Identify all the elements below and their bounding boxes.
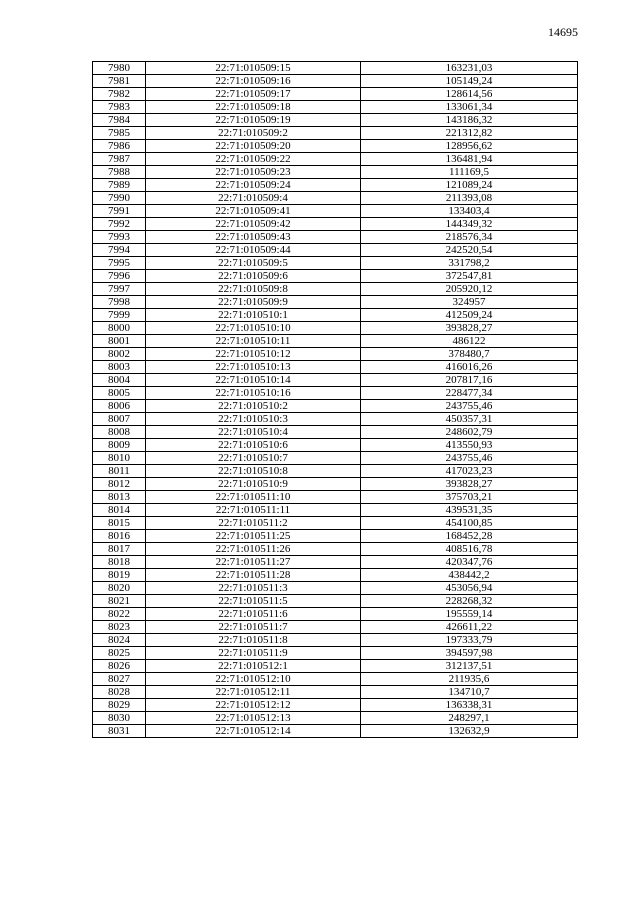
cadastral-number-cell: 22:71:010509:4 — [146, 192, 361, 205]
value-cell: 144349,32 — [361, 218, 578, 231]
row-number-cell: 8002 — [93, 348, 146, 361]
table-row — [93, 296, 578, 309]
value-cell: 408516,78 — [361, 543, 578, 556]
row-number-cell: 8005 — [93, 387, 146, 400]
cadastral-number-cell: 22:71:010509:22 — [146, 153, 361, 166]
table-row — [93, 335, 578, 348]
row-number-cell: 8023 — [93, 621, 146, 634]
row-number-cell: 7991 — [93, 205, 146, 218]
table-row — [93, 595, 578, 608]
value-cell: 312137,51 — [361, 660, 578, 673]
table-row — [93, 465, 578, 478]
row-number-cell: 8027 — [93, 673, 146, 686]
cadastral-number-cell: 22:71:010511:3 — [146, 582, 361, 595]
table-row — [93, 88, 578, 101]
row-number-cell: 8029 — [93, 699, 146, 712]
table-row — [93, 101, 578, 114]
table-row — [93, 608, 578, 621]
row-number-cell: 8014 — [93, 504, 146, 517]
row-number-cell: 7993 — [93, 231, 146, 244]
table-row — [93, 179, 578, 192]
table-row — [93, 140, 578, 153]
cadastral-number-cell: 22:71:010509:20 — [146, 140, 361, 153]
table-row — [93, 153, 578, 166]
cadastral-number-cell: 22:71:010511:11 — [146, 504, 361, 517]
table-row — [93, 387, 578, 400]
cadastral-number-cell: 22:71:010511:9 — [146, 647, 361, 660]
cadastral-number-cell: 22:71:010511:2 — [146, 517, 361, 530]
cadastral-number-cell: 22:71:010510:1 — [146, 309, 361, 322]
value-cell: 438442,2 — [361, 569, 578, 582]
row-number-cell: 8028 — [93, 686, 146, 699]
table-row — [93, 361, 578, 374]
value-cell: 412509,24 — [361, 309, 578, 322]
row-number-cell: 7999 — [93, 309, 146, 322]
cadastral-number-cell: 22:71:010511:5 — [146, 595, 361, 608]
table-row — [93, 569, 578, 582]
value-cell: 111169,5 — [361, 166, 578, 179]
table-row — [93, 348, 578, 361]
cadastral-number-cell: 22:71:010511:6 — [146, 608, 361, 621]
row-number-cell: 7998 — [93, 296, 146, 309]
cadastral-number-cell: 22:71:010512:13 — [146, 712, 361, 725]
value-cell: 143186,32 — [361, 114, 578, 127]
table-row — [93, 413, 578, 426]
cadastral-number-cell: 22:71:010510:9 — [146, 478, 361, 491]
table-row — [93, 218, 578, 231]
value-cell: 133061,34 — [361, 101, 578, 114]
value-cell: 221312,82 — [361, 127, 578, 140]
cadastral-number-cell: 22:71:010509:5 — [146, 257, 361, 270]
row-number-cell: 8000 — [93, 322, 146, 335]
table-row — [93, 231, 578, 244]
value-cell: 453056,94 — [361, 582, 578, 595]
row-number-cell: 8022 — [93, 608, 146, 621]
value-cell: 211935,6 — [361, 673, 578, 686]
table-row — [93, 192, 578, 205]
value-cell: 121089,24 — [361, 179, 578, 192]
table-row — [93, 166, 578, 179]
table-row — [93, 647, 578, 660]
value-cell: 378480,7 — [361, 348, 578, 361]
value-cell: 417023,23 — [361, 465, 578, 478]
row-number-cell: 8007 — [93, 413, 146, 426]
cadastral-number-cell: 22:71:010511:27 — [146, 556, 361, 569]
value-cell: 243755,46 — [361, 400, 578, 413]
table-row — [93, 582, 578, 595]
cadastral-number-cell: 22:71:010509:19 — [146, 114, 361, 127]
value-cell: 134710,7 — [361, 686, 578, 699]
value-cell: 450357,31 — [361, 413, 578, 426]
value-cell: 132632,9 — [361, 725, 578, 738]
cadastral-number-cell: 22:71:010509:9 — [146, 296, 361, 309]
value-cell: 207817,16 — [361, 374, 578, 387]
table-row — [93, 283, 578, 296]
row-number-cell: 7987 — [93, 153, 146, 166]
table-row — [93, 686, 578, 699]
cadastral-number-cell: 22:71:010510:13 — [146, 361, 361, 374]
table-row — [93, 127, 578, 140]
row-number-cell: 7995 — [93, 257, 146, 270]
value-cell: 393828,27 — [361, 322, 578, 335]
value-cell: 393828,27 — [361, 478, 578, 491]
table-row — [93, 478, 578, 491]
value-cell: 248297,1 — [361, 712, 578, 725]
row-number-cell: 7986 — [93, 140, 146, 153]
table-row — [93, 556, 578, 569]
table-row — [93, 400, 578, 413]
row-number-cell: 8003 — [93, 361, 146, 374]
cadastral-number-cell: 22:71:010510:4 — [146, 426, 361, 439]
row-number-cell: 7982 — [93, 88, 146, 101]
table-row — [93, 673, 578, 686]
cadastral-number-cell: 22:71:010512:11 — [146, 686, 361, 699]
table-row — [93, 439, 578, 452]
value-cell: 394597,98 — [361, 647, 578, 660]
value-cell: 242520,54 — [361, 244, 578, 257]
row-number-cell: 8021 — [93, 595, 146, 608]
table-row — [93, 660, 578, 673]
table-row — [93, 712, 578, 725]
row-number-cell: 8016 — [93, 530, 146, 543]
row-number-cell: 8019 — [93, 569, 146, 582]
value-cell: 372547,81 — [361, 270, 578, 283]
row-number-cell: 8010 — [93, 452, 146, 465]
row-number-cell: 8011 — [93, 465, 146, 478]
row-number-cell: 8025 — [93, 647, 146, 660]
value-cell: 133403,4 — [361, 205, 578, 218]
cadastral-number-cell: 22:71:010509:42 — [146, 218, 361, 231]
table-row — [93, 75, 578, 88]
value-cell: 413550,93 — [361, 439, 578, 452]
cadastral-number-cell: 22:71:010511:25 — [146, 530, 361, 543]
cadastral-number-cell: 22:71:010510:3 — [146, 413, 361, 426]
row-number-cell: 8001 — [93, 335, 146, 348]
cadastral-number-cell: 22:71:010512:10 — [146, 673, 361, 686]
table-row — [93, 244, 578, 257]
value-cell: 197333,79 — [361, 634, 578, 647]
cadastral-number-cell: 22:71:010512:12 — [146, 699, 361, 712]
cadastral-number-cell: 22:71:010511:7 — [146, 621, 361, 634]
row-number-cell: 8030 — [93, 712, 146, 725]
row-number-cell: 8026 — [93, 660, 146, 673]
cadastral-number-cell: 22:71:010510:2 — [146, 400, 361, 413]
row-number-cell: 7985 — [93, 127, 146, 140]
cadastral-number-cell: 22:71:010510:10 — [146, 322, 361, 335]
table-row — [93, 725, 578, 738]
value-cell: 420347,76 — [361, 556, 578, 569]
row-number-cell: 8017 — [93, 543, 146, 556]
cadastral-number-cell: 22:71:010509:6 — [146, 270, 361, 283]
row-number-cell: 7984 — [93, 114, 146, 127]
cadastral-number-cell: 22:71:010510:6 — [146, 439, 361, 452]
value-cell: 205920,12 — [361, 283, 578, 296]
value-cell: 486122 — [361, 335, 578, 348]
value-cell: 195559,14 — [361, 608, 578, 621]
value-cell: 228268,32 — [361, 595, 578, 608]
cadastral-number-cell: 22:71:010511:8 — [146, 634, 361, 647]
table-row — [93, 517, 578, 530]
value-cell: 128956,62 — [361, 140, 578, 153]
row-number-cell: 7989 — [93, 179, 146, 192]
value-cell: 324957 — [361, 296, 578, 309]
value-cell: 168452,28 — [361, 530, 578, 543]
cadastral-number-cell: 22:71:010509:43 — [146, 231, 361, 244]
value-cell: 439531,35 — [361, 504, 578, 517]
cadastral-number-cell: 22:71:010510:12 — [146, 348, 361, 361]
cadastral-number-cell: 22:71:010509:16 — [146, 75, 361, 88]
cadastral-number-cell: 22:71:010509:41 — [146, 205, 361, 218]
cadastral-number-cell: 22:71:010509:2 — [146, 127, 361, 140]
cadastral-number-cell: 22:71:010509:24 — [146, 179, 361, 192]
value-cell: 211393,08 — [361, 192, 578, 205]
table-row — [93, 634, 578, 647]
cadastral-number-cell: 22:71:010509:17 — [146, 88, 361, 101]
table-row — [93, 257, 578, 270]
row-number-cell: 7988 — [93, 166, 146, 179]
row-number-cell: 7980 — [93, 62, 146, 75]
value-cell: 218576,34 — [361, 231, 578, 244]
table-body — [93, 62, 578, 738]
cadastral-number-cell: 22:71:010510:8 — [146, 465, 361, 478]
row-number-cell: 8013 — [93, 491, 146, 504]
table-row — [93, 205, 578, 218]
value-cell: 248602,79 — [361, 426, 578, 439]
cadastral-number-cell: 22:71:010511:26 — [146, 543, 361, 556]
row-number-cell: 7992 — [93, 218, 146, 231]
row-number-cell: 8006 — [93, 400, 146, 413]
row-number-cell: 8024 — [93, 634, 146, 647]
table-row — [93, 530, 578, 543]
table-row — [93, 621, 578, 634]
row-number-cell: 8015 — [93, 517, 146, 530]
table-row — [93, 452, 578, 465]
value-cell: 426611,22 — [361, 621, 578, 634]
cadastral-table — [92, 61, 578, 738]
row-number-cell: 8009 — [93, 439, 146, 452]
value-cell: 136338,31 — [361, 699, 578, 712]
cadastral-number-cell: 22:71:010512:14 — [146, 725, 361, 738]
cadastral-number-cell: 22:71:010510:14 — [146, 374, 361, 387]
cadastral-number-cell: 22:71:010509:23 — [146, 166, 361, 179]
value-cell: 128614,56 — [361, 88, 578, 101]
table-row — [93, 426, 578, 439]
cadastral-number-cell: 22:71:010509:44 — [146, 244, 361, 257]
table-row — [93, 309, 578, 322]
table-row — [93, 62, 578, 75]
row-number-cell: 7983 — [93, 101, 146, 114]
row-number-cell: 8008 — [93, 426, 146, 439]
value-cell: 454100,85 — [361, 517, 578, 530]
row-number-cell: 8020 — [93, 582, 146, 595]
row-number-cell: 7990 — [93, 192, 146, 205]
table-row — [93, 699, 578, 712]
value-cell: 228477,34 — [361, 387, 578, 400]
cadastral-number-cell: 22:71:010511:10 — [146, 491, 361, 504]
value-cell: 136481,94 — [361, 153, 578, 166]
row-number-cell: 8031 — [93, 725, 146, 738]
cadastral-number-cell: 22:71:010511:28 — [146, 569, 361, 582]
value-cell: 416016,26 — [361, 361, 578, 374]
value-cell: 105149,24 — [361, 75, 578, 88]
row-number-cell: 7994 — [93, 244, 146, 257]
table-row — [93, 270, 578, 283]
cadastral-number-cell: 22:71:010510:16 — [146, 387, 361, 400]
table-row — [93, 504, 578, 517]
value-cell: 375703,21 — [361, 491, 578, 504]
row-number-cell: 7981 — [93, 75, 146, 88]
value-cell: 243755,46 — [361, 452, 578, 465]
row-number-cell: 7996 — [93, 270, 146, 283]
row-number-cell: 8012 — [93, 478, 146, 491]
row-number-cell: 8018 — [93, 556, 146, 569]
value-cell: 163231,03 — [361, 62, 578, 75]
table-row — [93, 491, 578, 504]
table-row — [93, 374, 578, 387]
page-number: 14695 — [548, 25, 578, 39]
cadastral-number-cell: 22:71:010512:1 — [146, 660, 361, 673]
cadastral-number-cell: 22:71:010510:7 — [146, 452, 361, 465]
table-row — [93, 114, 578, 127]
cadastral-number-cell: 22:71:010509:18 — [146, 101, 361, 114]
cadastral-number-cell: 22:71:010510:11 — [146, 335, 361, 348]
value-cell: 331798,2 — [361, 257, 578, 270]
row-number-cell: 8004 — [93, 374, 146, 387]
table-row — [93, 543, 578, 556]
cadastral-number-cell: 22:71:010509:8 — [146, 283, 361, 296]
table-row — [93, 322, 578, 335]
row-number-cell: 7997 — [93, 283, 146, 296]
cadastral-number-cell: 22:71:010509:15 — [146, 62, 361, 75]
